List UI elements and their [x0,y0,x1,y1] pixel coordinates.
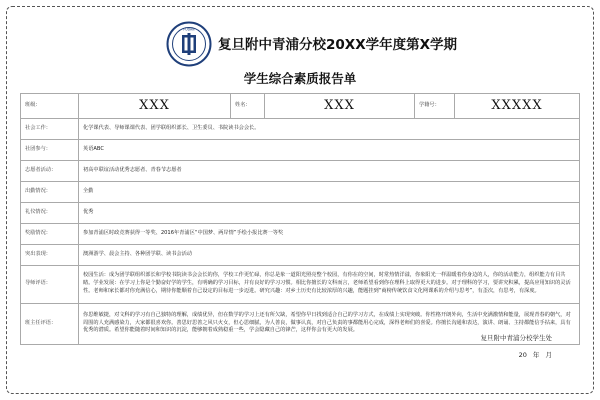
highlights-label: 突出表现： [21,244,79,265]
footer-org: 复旦附中青浦分校学生处 [480,334,552,342]
attendance-label: 出勤情况： [21,181,79,202]
id-label: 学籍号： [415,94,455,119]
class-value: XXX [139,98,170,113]
mentor-comment-value: 校园生活：成为团学联组织部长和学校书院读书会会长的你，学校工作更忙碌，你总是象一道阳光照亮整个校园，有你在的空间，时常热情洋溢，你象阳光一样温暖着你身边的人，你的活动能力，组织能力有目共睹。学业发展：在学习上你是个勤奋好学的学生，有明确的学习目标，并有良好的学习习惯。相比你擅长的文科而言，老师希望看到你在理科上取得更大的进步。对于理科的学习，要讲究积累，提高应用知识的灵活性。老师和家长都对你充满信心，期待你能顺着自己设定的目标进一步迈进。研究兴趣：对乡土历史有比较浓厚的兴趣，能题挂到“商榜传统饮食文化网课系的介绍与思考”，有歪次，有思考，有深度。 [79,265,580,303]
table-row [21,160,580,181]
table-row [21,223,580,244]
school-logo-icon [166,21,212,67]
social-work-value: 化学课代表、导师课课代表、团学联组织部长、卫生委员、书院读书会会长。 [79,118,580,139]
teacher-comment-value: 你思维敏捷，对文科的学习有自己独特的理解，成绩优异，但在数学的学习上还有所欠缺，希望你早日找到适合自己的学习方式，在成绩上实现突破。你性格开朗外向，生活中充满激情和能量，展现青春的朝气，对周围的人充满感染力，大家都很喜欢你。善思好思善之风只火女，但心思细腻，为人善良，做事认真，对自己负责的事都能用心完成，深得老师们的喜爱。你擅长沟通和表达，演讲、朗诵、主持都能信手拈来，具有优秀的潜质。希望你能随着时间和知识的沉淀，能够朝着成熟稳重一些，学会隐藏自己的锋芒，这样你会有更大的发展。 [79,303,580,344]
volunteer-label: 志愿者活动： [21,160,79,181]
info-row [21,94,580,119]
id-value: XXXXX [491,98,543,113]
social-work-label: 社会工作： [21,118,79,139]
table-row [21,265,580,303]
table-row [21,181,580,202]
report-table [20,93,580,345]
highlights-value: 澳洲游学、晨会主持、各种团学联、读书会活动 [79,244,580,265]
awards-value: 参加青浦区时政竞赛获得一等奖、2016年青浦区“中国梦、两岸情”手绘小报比赛一等奖 [79,223,580,244]
club-value: 英语ABC [79,139,580,160]
mentor-comment-label: 导师评语： [21,265,79,303]
etiquette-value: 优秀 [79,202,580,223]
table-row [21,118,580,139]
logo-text: FUDAN [183,27,195,32]
name-label: 姓名： [231,94,265,119]
name-value: XXX [324,98,355,113]
school-title: 复旦附中青浦分校20XX学年度第X学期 [218,37,458,53]
awards-label: 奖励情况： [21,223,79,244]
etiquette-label: 礼仪情况： [21,202,79,223]
table-row [21,139,580,160]
teacher-comment-label: 班主任评语： [21,303,79,344]
volunteer-value: 初高中联谊活动优秀志愿者、青春节志愿者 [79,160,580,181]
club-label: 社团参与： [21,139,79,160]
report-subtitle: 学生综合素质报告单 [243,71,357,86]
table-row [21,244,580,265]
class-label: 班级： [21,94,79,119]
table-row [21,202,580,223]
footer-date: 20 年 月 [518,351,552,359]
attendance-value: 全勤 [79,181,580,202]
